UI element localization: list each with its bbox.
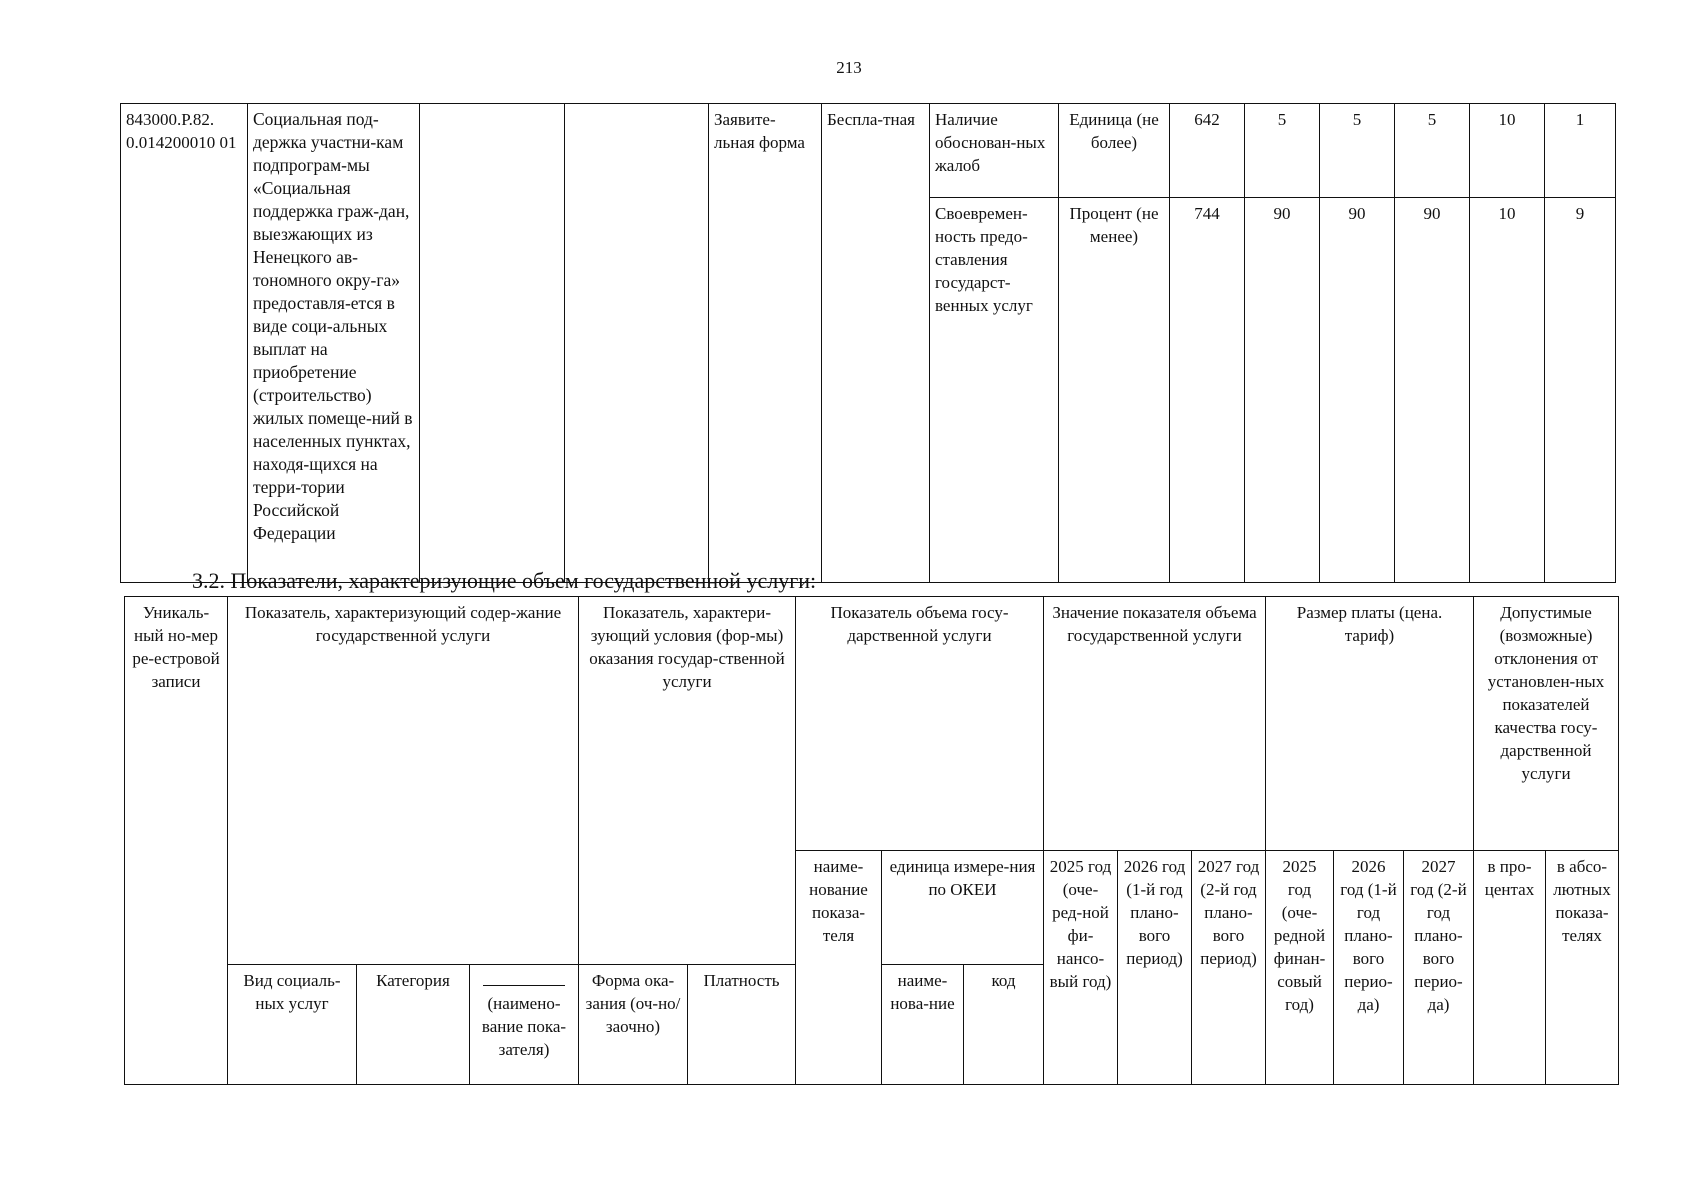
payment-type: Беспла-тная bbox=[822, 104, 930, 583]
header-deviation: Допустимые (возможные) отклонения от установлен-ных показателей качества госу-дарственной услуги bbox=[1474, 597, 1619, 851]
subheader-indicator-name: наиме-нование показа-теля bbox=[796, 851, 882, 1085]
deviation-percent: 10 bbox=[1470, 197, 1545, 582]
indicator-name: Своевремен-ность предо-ставления государст-венных услуг bbox=[930, 197, 1059, 582]
subheader-kind-of-services: Вид социаль-ных услуг bbox=[228, 965, 357, 1085]
subheader-deviation-percent: в про-центах bbox=[1474, 851, 1546, 1085]
page-number: 213 bbox=[836, 58, 862, 77]
indicator-unit: Единица (не более) bbox=[1059, 104, 1170, 198]
header-unique-number: Уникаль-ный но-мер ре-естровой записи bbox=[125, 597, 228, 1085]
blank-line bbox=[483, 969, 565, 986]
header-volume-value: Значение показателя объема государственной услуги bbox=[1044, 597, 1266, 851]
table-header-row bbox=[125, 597, 1619, 851]
indicator-name: Наличие обоснован-ных жалоб bbox=[930, 104, 1059, 198]
value-2027: 90 bbox=[1395, 197, 1470, 582]
subheader-category: Категория bbox=[357, 965, 470, 1085]
table-row bbox=[121, 104, 1616, 198]
section-heading: 3.2. Показатели, характеризующие объем государственной услуги: bbox=[192, 568, 817, 593]
deviation-absolute: 1 bbox=[1545, 104, 1616, 198]
subheader-deviation-absolute: в абсо-лютных показа-телях bbox=[1546, 851, 1619, 1085]
indicator-unit: Процент (не менее) bbox=[1059, 197, 1170, 582]
quality-indicators-table bbox=[120, 103, 1616, 583]
header-volume-indicator: Показатель объема госу-дарственной услуги bbox=[796, 597, 1044, 851]
registry-code: 843000.Р.82. 0.014200010 01 bbox=[121, 104, 248, 583]
subheader-service-form: Форма ока-зания (оч-но/заочно) bbox=[579, 965, 688, 1085]
header-content-indicator: Показатель, характеризующий содер-жание государственной услуги bbox=[228, 597, 579, 965]
deviation-percent: 10 bbox=[1470, 104, 1545, 198]
deviation-absolute: 9 bbox=[1545, 197, 1616, 582]
value-2027: 5 bbox=[1395, 104, 1470, 198]
empty-cell bbox=[565, 104, 709, 583]
okei-code: 744 bbox=[1170, 197, 1245, 582]
subheader-fee-2027: 2027 год (2-й год плано-вого перио-да) bbox=[1404, 851, 1474, 1085]
subheader-okei-unit: единица измере-ния по ОКЕИ bbox=[882, 851, 1044, 965]
subheader-payment: Платность bbox=[688, 965, 796, 1085]
subheader-blank-indicator bbox=[470, 965, 579, 1085]
subheader-value-2026: 2026 год (1-й год плано-вого период) bbox=[1118, 851, 1192, 1085]
value-2025: 90 bbox=[1245, 197, 1320, 582]
subheader-fee-2025: 2025 год (оче-редной финан-совый год) bbox=[1266, 851, 1334, 1085]
header-fee: Размер платы (цена. тариф) bbox=[1266, 597, 1474, 851]
blank-indicator-label: (наимено-вание пока-зателя) bbox=[481, 994, 567, 1059]
service-name: Социальная под-держка участни-кам подпрограм-мы «Социальная поддержка граж-дан, выезжающих из Ненецкого ав-тономного окру-га» предоставля-ется в виде соци-альных выплат на приобретение (строительство) жилых помеще-ний в населенных пунктах, находя-щихся на терри-тории Российской Федерации bbox=[248, 104, 420, 583]
subheader-value-2027: 2027 год (2-й год плано-вого период) bbox=[1192, 851, 1266, 1085]
subheader-unit-name: наиме-нова-ние bbox=[882, 965, 964, 1085]
empty-cell bbox=[420, 104, 565, 583]
header-conditions-indicator: Показатель, характери-зующий условия (фор-мы) оказания государ-ственной услуги bbox=[579, 597, 796, 965]
value-2025: 5 bbox=[1245, 104, 1320, 198]
subheader-unit-code: код bbox=[964, 965, 1044, 1085]
okei-code: 642 bbox=[1170, 104, 1245, 198]
value-2026: 5 bbox=[1320, 104, 1395, 198]
value-2026: 90 bbox=[1320, 197, 1395, 582]
subheader-value-2025: 2025 год (оче-ред-ной фи-нансо-вый год) bbox=[1044, 851, 1118, 1085]
volume-indicators-table bbox=[124, 596, 1619, 1085]
service-form: Заявите-льная форма bbox=[709, 104, 822, 583]
subheader-fee-2026: 2026 год (1-й год плано-вого перио-да) bbox=[1334, 851, 1404, 1085]
